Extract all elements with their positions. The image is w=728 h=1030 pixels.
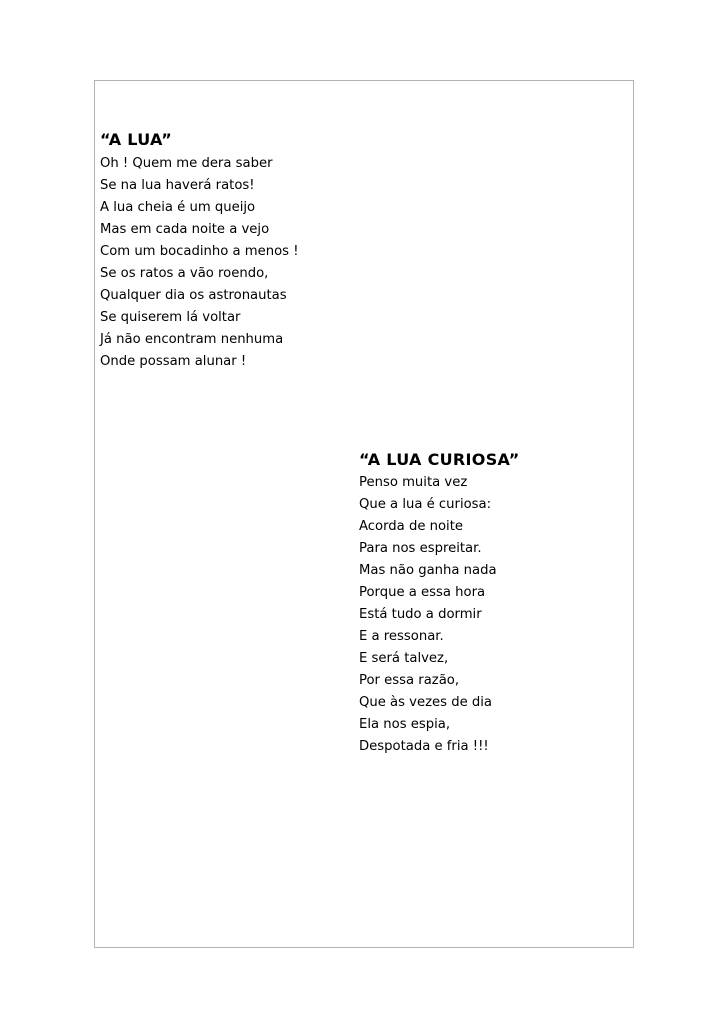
poem-line: Acorda de noite — [359, 519, 463, 534]
poem-line: Com um bocadinho a menos ! — [100, 244, 299, 259]
poem-line: Oh ! Quem me dera saber — [100, 156, 273, 171]
poem-line: Mas em cada noite a vejo — [100, 222, 270, 237]
poem-line: Qualquer dia os astronautas — [100, 288, 287, 303]
poem-lines — [100, 153, 330, 373]
poem-line: Porque a essa hora — [359, 585, 486, 600]
poem-title: “A LUA CURIOSA” — [359, 450, 520, 469]
poem-line: Se os ratos a vão roendo, — [100, 266, 269, 281]
poem-line: Penso muita vez — [359, 475, 468, 490]
poem-line: Despotada e fria !!! — [359, 739, 489, 754]
poem-line: Que às vezes de dia — [359, 695, 492, 710]
poem-line: E será talvez, — [359, 651, 449, 666]
poem-line: Onde possam alunar ! — [100, 354, 247, 369]
poem-line: Que a lua é curiosa: — [359, 497, 492, 512]
poem-line: E a ressonar. — [359, 629, 444, 644]
poem-title: “A LUA” — [100, 130, 173, 149]
poem-line: Por essa razão, — [359, 673, 460, 688]
poem-lines — [359, 472, 619, 758]
poem-line: Está tudo a dormir — [359, 607, 482, 622]
poem-line: Se na lua haverá ratos! — [100, 178, 255, 193]
poem-line: Ela nos espia, — [359, 717, 451, 732]
poem-line: Mas não ganha nada — [359, 563, 497, 578]
poem-line: A lua cheia é um queijo — [100, 200, 256, 215]
poem-line: Já não encontram nenhuma — [100, 332, 284, 347]
poem-line: Para nos espreitar. — [359, 541, 482, 556]
poem-line: Se quiserem lá voltar — [100, 310, 241, 325]
poem-a-lua-curiosa — [359, 448, 619, 758]
poem-a-lua — [100, 127, 330, 373]
